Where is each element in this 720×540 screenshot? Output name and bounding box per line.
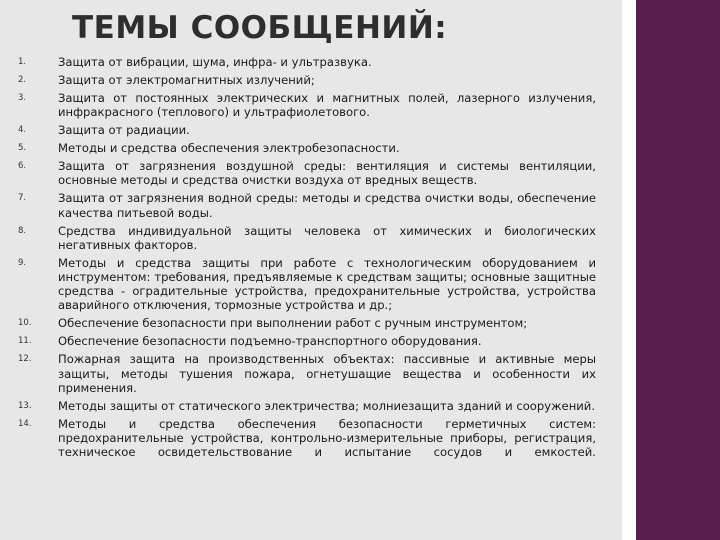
- item-text: Пожарная защита на производственных объектах: пассивные и активные меры защиты, методы тушения пожара, огнетушащие вещества и особенности их применения.: [58, 352, 596, 395]
- item-number: 5.: [18, 143, 27, 154]
- decorative-band-dark: [636, 0, 720, 540]
- list-item: [18, 191, 598, 219]
- item-text: Средства индивидуальной защиты человека от химических и биологических негативных факторов.: [58, 223, 596, 252]
- list-item: [18, 141, 598, 155]
- item-text: Методы и средства защиты при работе с технологическим оборудованием и инструментом: требования, предъявляемые к средствам защиты; основные защитные средства - оградительные устройства, предохранительные устройства, устройства аварийного отключения, тормозные устройства и др.;: [58, 255, 596, 313]
- decorative-band-light: [622, 0, 636, 540]
- list-item: [18, 91, 598, 119]
- list-item: [18, 73, 598, 87]
- list-item: [18, 224, 598, 252]
- item-number: 14.: [18, 418, 32, 429]
- list-item: [18, 55, 598, 69]
- item-text: Обеспечение безопасности при выполнении работ с ручным инструментом;: [58, 316, 528, 331]
- item-number: 12.: [18, 354, 32, 365]
- item-text: Защита от загрязнения водной среды: методы и средства очистки воды, обеспечение качества питьевой воды.: [58, 191, 596, 220]
- item-number: 11.: [18, 336, 32, 347]
- item-number: 9.: [18, 257, 27, 268]
- item-text: Методы защиты от статического электричества; молниезащита зданий и сооружений.: [58, 398, 596, 413]
- item-number: 8.: [18, 225, 27, 236]
- item-number: 13.: [18, 400, 32, 411]
- item-text: Методы и средства обеспечения безопасности герметичных систем: предохранительные устройства, контрольно-измерительные приборы, регистрация, техническое освидетельствование и испытание сосудов и емкостей.: [58, 416, 596, 460]
- list-item: [18, 417, 598, 460]
- item-number: 3.: [18, 93, 27, 103]
- item-number: 7.: [18, 193, 27, 204]
- item-text: Защита от радиации.: [58, 123, 190, 138]
- list-item: [18, 256, 598, 313]
- item-number: 10.: [18, 318, 32, 329]
- item-text: Методы и средства обеспечения электробезопасности.: [58, 141, 400, 156]
- list-item: [18, 334, 598, 348]
- item-number: 2.: [18, 75, 27, 85]
- item-number: 4.: [18, 125, 27, 136]
- list-item: [18, 352, 598, 395]
- item-number: 6.: [18, 161, 27, 172]
- topic-list: [18, 55, 598, 463]
- item-number: 1.: [18, 57, 27, 67]
- page-title: ТЕМЫ СООБЩЕНИЙ:: [72, 10, 448, 46]
- item-text: Обеспечение безопасности подъемно-транспортного оборудования.: [58, 334, 482, 349]
- item-text: Защита от вибрации, шума, инфра- и ультразвука.: [58, 55, 372, 69]
- item-text: Защита от электромагнитных излучений;: [58, 73, 315, 87]
- list-item: [18, 123, 598, 137]
- list-item: [18, 399, 598, 413]
- item-text: Защита от постоянных электрических и магнитных полей, лазерного излучения, инфракрасного (теплового) и ультрафиолетового.: [58, 91, 596, 120]
- list-item: [18, 159, 598, 187]
- item-text: Защита от загрязнения воздушной среды: вентиляция и системы вентиляции, основные методы и средства очистки воздуха от вредных веществ.: [58, 159, 596, 188]
- list-item: [18, 316, 598, 330]
